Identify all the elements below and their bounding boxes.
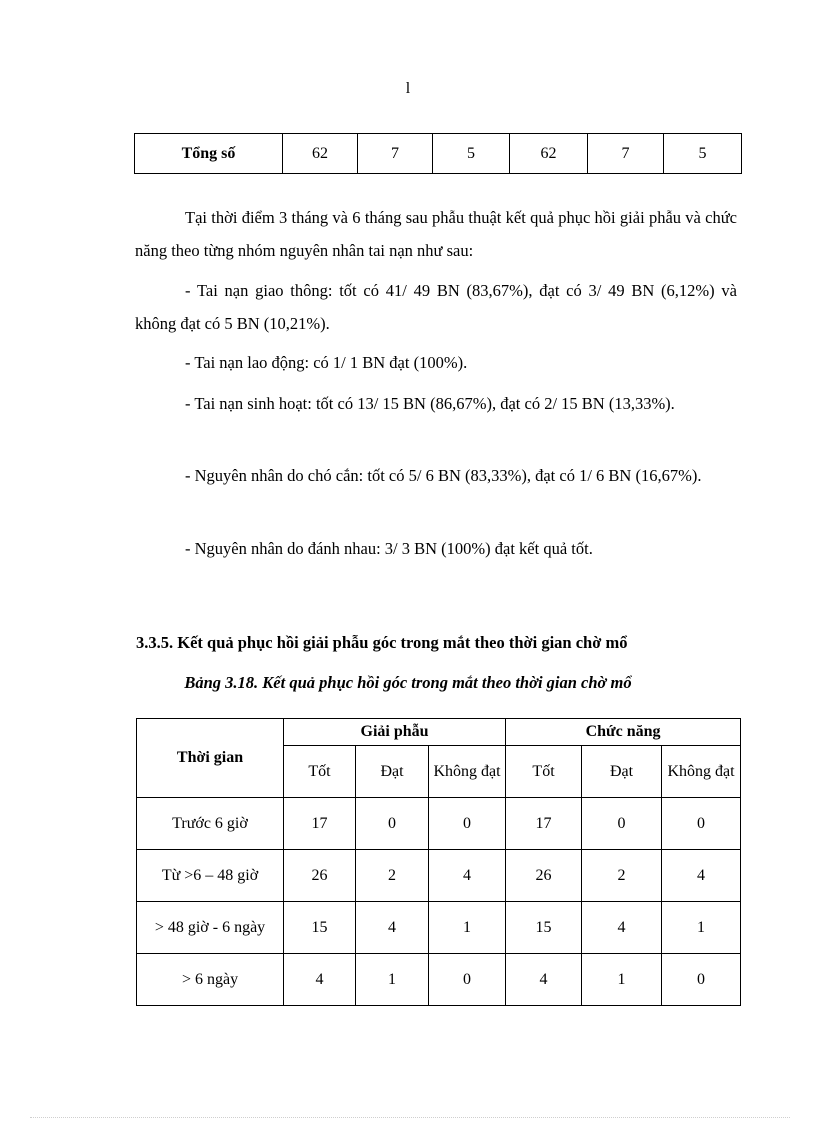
table-cell: 5: [664, 134, 742, 174]
column-header: Không đạt: [662, 746, 741, 798]
table-cell: 2: [356, 850, 429, 902]
table-row: [137, 850, 741, 902]
row-label: Trước 6 giờ: [137, 798, 284, 850]
table-cell: 0: [429, 798, 506, 850]
table-cell: 62: [510, 134, 588, 174]
table-cell: 7: [588, 134, 664, 174]
row-label: > 6 ngày: [137, 954, 284, 1006]
table-cell: 5: [433, 134, 510, 174]
table-row: [137, 954, 741, 1006]
table-cell: 0: [356, 798, 429, 850]
results-table: [136, 718, 741, 1006]
column-header: Đạt: [582, 746, 662, 798]
table-cell: 4: [356, 902, 429, 954]
anatomy-group-header: Giải phẫu: [284, 719, 506, 746]
page-edge-rule: [30, 1117, 790, 1118]
row-label: > 48 giờ - 6 ngày: [137, 902, 284, 954]
table-row: [137, 902, 741, 954]
table-cell: 1: [662, 902, 741, 954]
table-cell: 4: [506, 954, 582, 1006]
column-header: Tốt: [284, 746, 356, 798]
table-cell: 1: [356, 954, 429, 1006]
row-label: Từ >6 – 48 giờ: [137, 850, 284, 902]
daily-accident-paragraph: - Tai nạn sinh hoạt: tốt có 13/ 15 BN (86,67%), đạt có 2/ 15 BN (13,33%).: [185, 394, 675, 413]
table-row: [137, 798, 741, 850]
table-cell: 0: [429, 954, 506, 1006]
labor-accident-paragraph: - Tai nạn lao động: có 1/ 1 BN đạt (100%).: [185, 353, 468, 372]
fighting-paragraph: - Nguyên nhân do đánh nhau: 3/ 3 BN (100%) đạt kết quả tốt.: [185, 539, 593, 558]
intro-paragraph: Tại thời điểm 3 tháng và 6 tháng sau phẫu thuật kết quả phục hồi giải phẫu và chức năng theo từng nhóm nguyên nhân tai nạn như sau:: [135, 208, 737, 260]
table-row: [135, 134, 742, 174]
table-cell: 0: [662, 954, 741, 1006]
table-cell: 17: [506, 798, 582, 850]
table-cell: 1: [429, 902, 506, 954]
total-label: Tổng số: [135, 134, 283, 174]
table-cell: 4: [582, 902, 662, 954]
dog-bite-paragraph: - Nguyên nhân do chó cắn: tốt có 5/ 6 BN (83,33%), đạt có 1/ 6 BN (16,67%).: [185, 466, 702, 485]
column-header: Không đạt: [429, 746, 506, 798]
table-cell: 0: [582, 798, 662, 850]
total-table: [134, 133, 742, 174]
table-cell: 4: [429, 850, 506, 902]
column-header: Đạt: [356, 746, 429, 798]
table-cell: 17: [284, 798, 356, 850]
table-cell: 4: [662, 850, 741, 902]
table-cell: 7: [358, 134, 433, 174]
table-cell: 26: [284, 850, 356, 902]
table-cell: 2: [582, 850, 662, 902]
table-cell: 15: [284, 902, 356, 954]
table-cell: 62: [283, 134, 358, 174]
table-caption: Bảng 3.18. Kết quả phục hồi góc trong mắt theo thời gian chờ mổ: [184, 673, 632, 692]
section-heading: 3.3.5. Kết quả phục hồi giải phẫu góc trong mắt theo thời gian chờ mổ: [136, 633, 628, 652]
function-group-header: Chức năng: [506, 719, 741, 746]
table-cell: 15: [506, 902, 582, 954]
table-cell: 4: [284, 954, 356, 1006]
time-column-header: Thời gian: [137, 719, 284, 798]
table-cell: 0: [662, 798, 741, 850]
table-cell: 1: [582, 954, 662, 1006]
table-cell: 26: [506, 850, 582, 902]
page-number: l: [405, 80, 411, 97]
column-header: Tốt: [506, 746, 582, 798]
table-header-row: [137, 719, 741, 746]
traffic-accident-paragraph: - Tai nạn giao thông: tốt có 41/ 49 BN (83,67%), đạt có 3/ 49 BN (6,12%) và không đạt có 5 BN (10,21%).: [135, 281, 737, 333]
